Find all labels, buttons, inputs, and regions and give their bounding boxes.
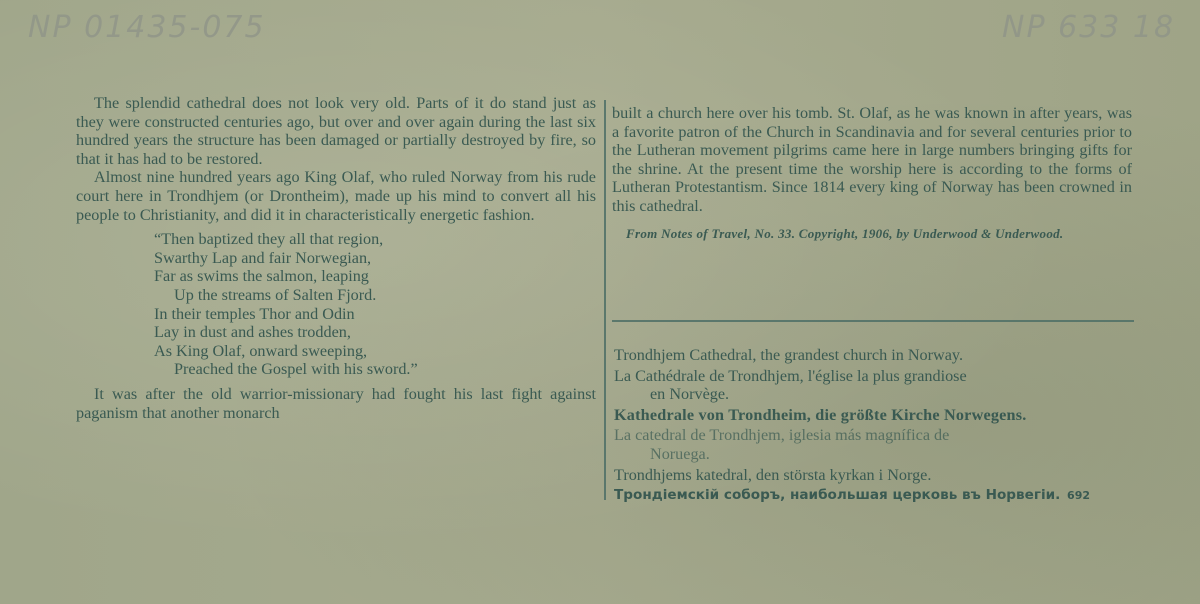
poem-line: “Then baptized they all that region, <box>154 230 384 249</box>
copyright-credit: From Notes of Travel, No. 33. Copyright, 1906, by Underwood & Underwood. <box>626 225 1064 241</box>
pencil-inventory-number-left: NP 01435-075 <box>28 10 266 45</box>
right-text-column <box>612 104 1132 242</box>
caption-french <box>614 367 1138 404</box>
paragraph-cathedral-age: The splendid cathedral does not look very old. Parts of it do stand just as they were constructed centuries ago, but over and over again during the last six hundred years the structure has been damaged or partially destroyed by fire, so that it has had to be restored. <box>76 94 596 168</box>
column-divider <box>604 100 606 500</box>
caption-spanish-line-2: Noruega. <box>650 444 710 463</box>
caption-spanish-line-1: La catedral de Trondhjem, iglesia más magnífica de <box>614 426 950 445</box>
paragraph-king-olaf: Almost nine hundred years ago King Olaf, who ruled Norway from his rude court here in Trondhjem (or Drontheim), made up his mind to convert all his people to Christianity, and did it in characteristically energetic fashion. <box>76 168 596 224</box>
caption-french-line-1: La Cathédrale de Trondhjem, l'église la plus grandiose <box>614 366 967 385</box>
poem-line: Swarthy Lap and fair Norwegian, <box>154 248 372 267</box>
poem-quote <box>154 230 596 379</box>
caption-russian-text: Трондiемскiй соборъ, наибольшая церковь въ Норвегiи. <box>614 487 1061 504</box>
caption-spanish <box>614 426 1138 463</box>
caption-german: Kathedrale von Trondheim, die größte Kirche Norwegens. <box>614 405 1027 424</box>
poem-line: As King Olaf, onward sweeping, <box>154 341 368 360</box>
card-number: 692 <box>1067 489 1091 503</box>
caption-english: Trondhjem Cathedral, the grandest church in Norway. <box>614 346 963 364</box>
poem-line: Preached the Gospel with his sword.” <box>174 360 418 379</box>
pencil-inventory-number-right: NP 633 18 <box>1002 10 1176 45</box>
poem-line: Lay in dust and ashes trodden, <box>154 323 351 342</box>
caption-french-line-2: en Norvège. <box>650 385 730 404</box>
paragraph-st-olaf: built a church here over his tomb. St. Olaf, as he was known in after years, was a favorite patron of the Church in Scandinavia and for several centuries prior to the Lutheran movement pilgrims came here in large numbers bringing gifts for the shrine. At the present time the worship here is according to the forms of Lutheran Protestantism. Since 1814 every king of Norway has been crowned in this cathedral. <box>612 104 1132 215</box>
left-text-column <box>76 94 596 422</box>
poem-line: In their temples Thor and Odin <box>154 304 355 323</box>
caption-divider <box>612 320 1134 322</box>
poem-line: Far as swims the salmon, leaping <box>154 267 369 286</box>
paragraph-warrior-missionary: It was after the old warrior-missionary had fought his last fight against paganism that another monarch <box>76 384 596 422</box>
caption-swedish: Trondhjems katedral, den största kyrkan i Norge. <box>614 465 932 484</box>
multilingual-captions <box>614 346 1138 508</box>
caption-russian <box>614 486 1138 506</box>
poem-line: Up the streams of Salten Fjord. <box>174 285 377 304</box>
